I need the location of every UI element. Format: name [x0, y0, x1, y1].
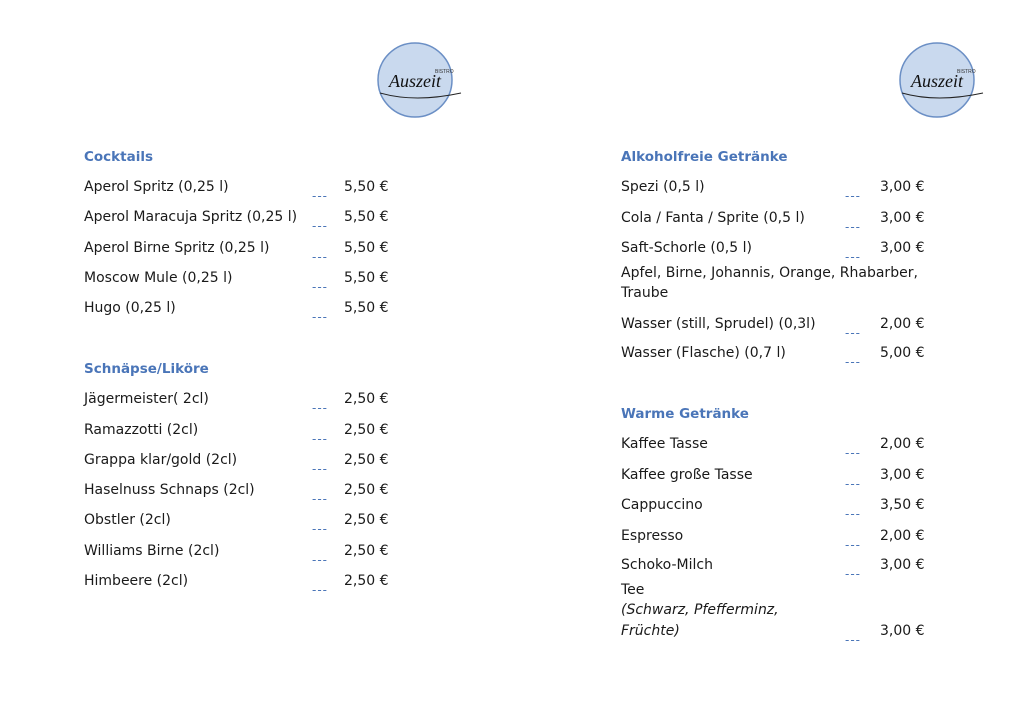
menu-item-name: Wasser (Flasche) (0,7 l)	[621, 345, 786, 361]
menu-item-price: 3,00 €	[880, 467, 925, 483]
price-leader: ---	[845, 355, 861, 369]
menu-item-price: 2,00 €	[880, 436, 925, 452]
menu-item-price: 2,00 €	[880, 528, 925, 544]
menu-item-name: Tee	[621, 582, 645, 598]
price-leader: ---	[312, 219, 328, 233]
menu-item-price: 3,00 €	[880, 210, 925, 226]
section-title-cocktails: Cocktails	[84, 149, 154, 165]
bistro-logo-left	[375, 41, 457, 119]
menu-item-price: 5,50 €	[344, 300, 389, 316]
price-leader: ---	[312, 401, 328, 415]
menu-item-price: 5,50 €	[344, 240, 389, 256]
price-leader: ---	[845, 477, 861, 491]
price-leader: ---	[845, 250, 861, 264]
menu-item-name: Ramazzotti (2cl)	[84, 422, 199, 438]
menu-item-name: Himbeere (2cl)	[84, 573, 189, 589]
logo-small-text: BISTRO	[435, 69, 454, 75]
bistro-logo-graphic	[375, 41, 463, 119]
logo-brand-text: Auszeit	[389, 71, 441, 91]
menu-item-price: 2,50 €	[344, 543, 389, 559]
price-leader: ---	[845, 538, 861, 552]
menu-item-price: 2,00 €	[880, 316, 925, 332]
menu-item-price: 2,50 €	[344, 422, 389, 438]
section-title-warm: Warme Getränke	[621, 406, 749, 422]
menu-item-price: 3,00 €	[880, 623, 925, 639]
menu-item-name: Schoko-Milch	[621, 557, 713, 573]
menu-item-name: Aperol Spritz (0,25 l)	[84, 179, 229, 195]
section-title-alkoholfrei: Alkoholfreie Getränke	[621, 149, 788, 165]
price-leader: ---	[845, 189, 861, 203]
price-leader: ---	[845, 633, 861, 647]
menu-item-price: 5,50 €	[344, 179, 389, 195]
bistro-logo-right	[897, 41, 979, 119]
price-leader: ---	[312, 492, 328, 506]
menu-item-name: Obstler (2cl)	[84, 512, 171, 528]
price-leader: ---	[312, 432, 328, 446]
price-leader: ---	[312, 310, 328, 324]
menu-item-price: 5,00 €	[880, 345, 925, 361]
tee-note: (Schwarz, Pfefferminz,	[621, 602, 779, 618]
menu-item-price: 2,50 €	[344, 452, 389, 468]
price-leader: ---	[312, 522, 328, 536]
menu-item-price: 3,00 €	[880, 240, 925, 256]
menu-item-name: Hugo (0,25 l)	[84, 300, 176, 316]
logo-brand-text: Auszeit	[911, 71, 963, 91]
menu-item-price: 2,50 €	[344, 391, 389, 407]
menu-item-name: Moscow Mule (0,25 l)	[84, 270, 233, 286]
bistro-logo-graphic	[897, 41, 985, 119]
menu-item-name: Kaffee Tasse	[621, 436, 708, 452]
menu-item-name: Spezi (0,5 l)	[621, 179, 705, 195]
price-leader: ---	[312, 250, 328, 264]
menu-item-price: 3,50 €	[880, 497, 925, 513]
price-leader: ---	[312, 189, 328, 203]
price-leader: ---	[845, 507, 861, 521]
menu-item-price: 2,50 €	[344, 573, 389, 589]
schorle-note: Traube	[621, 285, 669, 301]
menu-item-name: Espresso	[621, 528, 684, 544]
section-title-schnaps: Schnäpse/Liköre	[84, 361, 209, 377]
menu-item-name: Aperol Birne Spritz (0,25 l)	[84, 240, 270, 256]
menu-item-price: 5,50 €	[344, 209, 389, 225]
menu-item-name: Kaffee große Tasse	[621, 467, 753, 483]
menu-item-name: Grappa klar/gold (2cl)	[84, 452, 238, 468]
menu-item-name: Wasser (still, Sprudel) (0,3l)	[621, 316, 816, 332]
menu-item-name: Aperol Maracuja Spritz (0,25 l)	[84, 209, 298, 225]
menu-item-name: Haselnuss Schnaps (2cl)	[84, 482, 255, 498]
menu-item-name: Saft-Schorle (0,5 l)	[621, 240, 752, 256]
price-leader: ---	[312, 553, 328, 567]
menu-item-price: 5,50 €	[344, 270, 389, 286]
price-leader: ---	[845, 220, 861, 234]
price-leader: ---	[312, 280, 328, 294]
price-leader: ---	[312, 462, 328, 476]
price-leader: ---	[845, 446, 861, 460]
tee-note: Früchte)	[621, 623, 680, 639]
menu-item-price: 3,00 €	[880, 179, 925, 195]
menu-item-name: Cola / Fanta / Sprite (0,5 l)	[621, 210, 805, 226]
price-leader: ---	[845, 567, 861, 581]
menu-item-price: 2,50 €	[344, 512, 389, 528]
menu-item-price: 3,00 €	[880, 557, 925, 573]
price-leader: ---	[845, 326, 861, 340]
menu-item-price: 2,50 €	[344, 482, 389, 498]
price-leader: ---	[312, 583, 328, 597]
schorle-note: Apfel, Birne, Johannis, Orange, Rhabarber,	[621, 265, 918, 281]
logo-small-text: BISTRO	[957, 69, 976, 75]
menu-item-name: Jägermeister( 2cl)	[84, 391, 209, 407]
menu-item-name: Williams Birne (2cl)	[84, 543, 220, 559]
menu-item-name: Cappuccino	[621, 497, 703, 513]
